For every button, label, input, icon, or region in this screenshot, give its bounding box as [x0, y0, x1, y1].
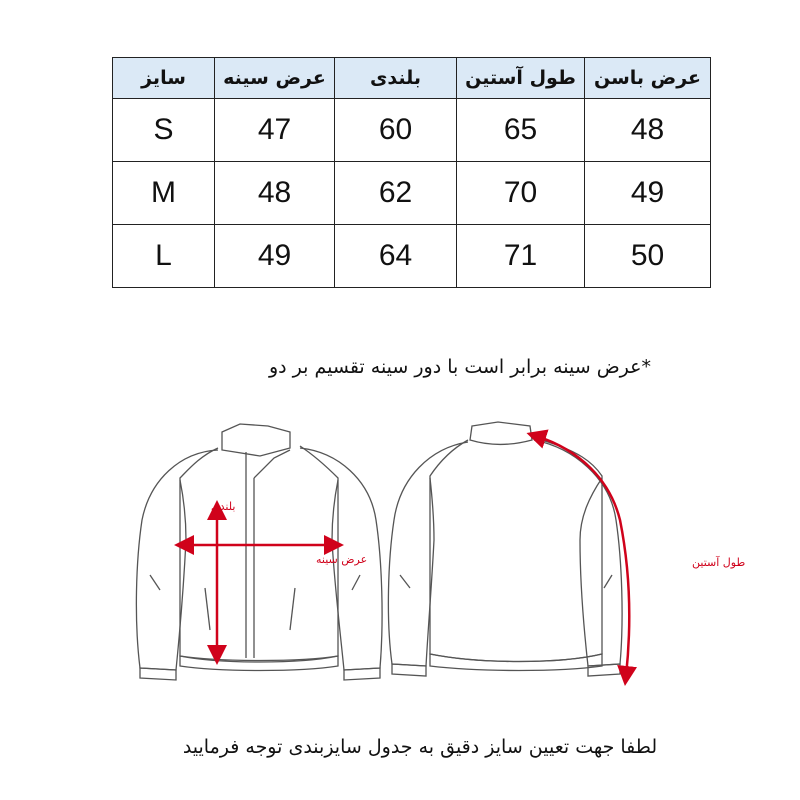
header-chest-width: عرض سینه: [215, 58, 335, 99]
jacket-back-drawing: [388, 422, 622, 676]
cell-size: L: [113, 225, 215, 288]
table-header-row: [113, 58, 711, 99]
cell-height: 64: [335, 225, 457, 288]
cell-hip: 50: [585, 225, 711, 288]
cell-height: 62: [335, 162, 457, 225]
cell-sleeve: 65: [457, 99, 585, 162]
jacket-measurement-illustration: [0, 400, 800, 700]
cell-chest: 47: [215, 99, 335, 162]
cell-size: M: [113, 162, 215, 225]
cell-size: S: [113, 99, 215, 162]
table-row: [113, 99, 711, 162]
chest-label: عرض سینه: [316, 553, 368, 566]
height-label: بلندی: [211, 500, 236, 513]
cell-height: 60: [335, 99, 457, 162]
cell-sleeve: 71: [457, 225, 585, 288]
cell-hip: 49: [585, 162, 711, 225]
header-height: بلندی: [335, 58, 457, 99]
sleeve-arrow: [536, 436, 629, 676]
table-row: [113, 225, 711, 288]
header-sleeve-length: طول آستین: [457, 58, 585, 99]
footer-instruction: لطفا جهت تعیین سایز دقیق به جدول سایزبندی توجه فرمایید: [182, 736, 658, 758]
cell-chest: 48: [215, 162, 335, 225]
jacket-front-drawing: [136, 424, 382, 680]
cell-hip: 48: [585, 99, 711, 162]
table-row: [113, 162, 711, 225]
header-size: سایز: [113, 58, 215, 99]
chest-width-note: *عرض سینه برابر است با دور سینه تقسیم بر دو: [269, 356, 651, 378]
sleeve-label: طول آستین: [692, 556, 746, 569]
cell-chest: 49: [215, 225, 335, 288]
header-hip-width: عرض باسن: [585, 58, 711, 99]
size-table: [112, 57, 711, 288]
cell-sleeve: 70: [457, 162, 585, 225]
